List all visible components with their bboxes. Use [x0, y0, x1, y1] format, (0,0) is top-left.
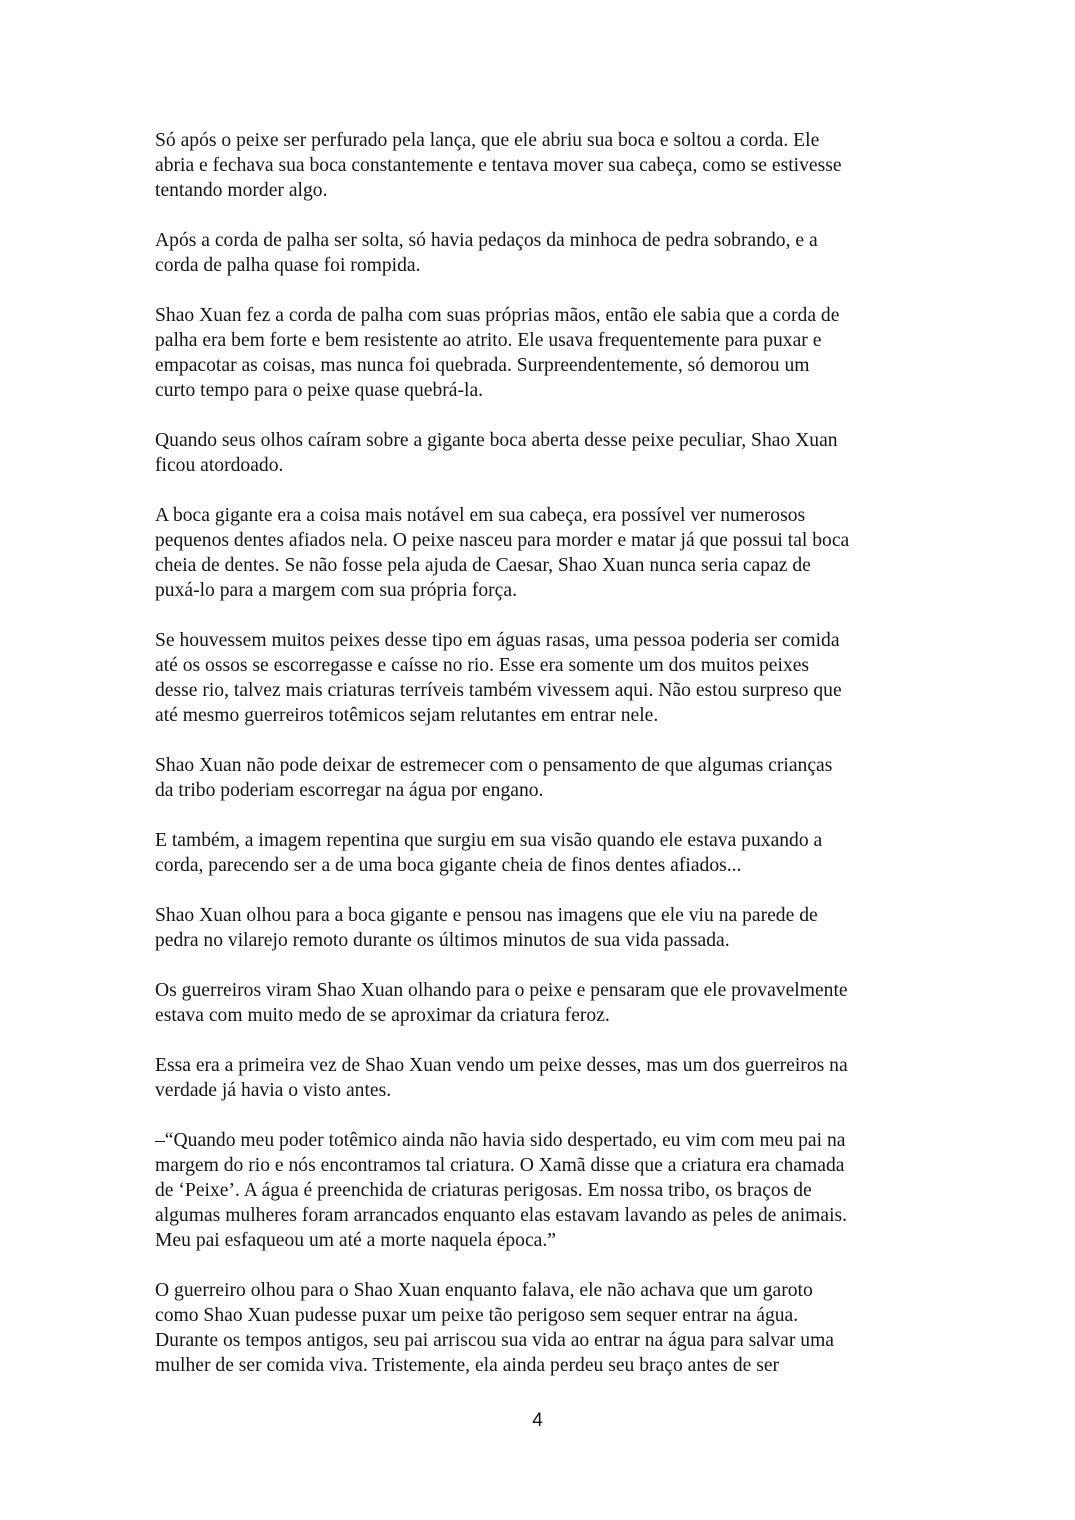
text-line: mulher de ser comida viva. Tristemente, ela ainda perdeu seu braço antes de ser [155, 1355, 780, 1376]
text-line: de ‘Peixe’. A água é preenchida de criaturas perigosas. Em nossa tribo, os braços de [155, 1180, 812, 1201]
text-line: palha era bem forte e bem resistente ao atrito. Ele usava frequentemente para puxar e [155, 330, 822, 351]
text-line: até os ossos se escorregasse e caísse no rio. Esse era somente um dos muitos peixes [155, 655, 810, 676]
text-line: até mesmo guerreiros totêmicos sejam relutantes em entrar nele. [155, 705, 659, 726]
paragraph [155, 428, 930, 478]
text-line: Shao Xuan não pode deixar de estremecer com o pensamento de que algumas crianças [155, 755, 833, 776]
body-text [155, 128, 930, 1403]
paragraph [155, 753, 930, 803]
text-line: ficou atordoado. [155, 455, 284, 476]
text-line: –“Quando meu poder totêmico ainda não havia sido despertado, eu vim com meu pai na [155, 1130, 846, 1151]
text-line: verdade já havia o visto antes. [155, 1080, 392, 1101]
paragraph [155, 1128, 930, 1253]
paragraph [155, 1278, 930, 1378]
text-line: como Shao Xuan pudesse puxar um peixe tão perigoso sem sequer entrar na água. [155, 1305, 799, 1326]
text-line: abria e fechava sua boca constantemente e tentava mover sua cabeça, como se estivesse [155, 155, 842, 176]
page-number: 4 [532, 1410, 543, 1431]
paragraph [155, 1053, 930, 1103]
text-line: corda de palha quase foi rompida. [155, 255, 421, 276]
text-line: Se houvessem muitos peixes desse tipo em águas rasas, uma pessoa poderia ser comida [155, 630, 840, 651]
text-line: Meu pai esfaqueou um até a morte naquela época.” [155, 1230, 556, 1251]
paragraph [155, 503, 930, 603]
paragraph [155, 303, 930, 403]
text-line: margem do rio e nós encontramos tal criatura. O Xamã disse que a criatura era chamada [155, 1155, 845, 1176]
text-line: estava com muito medo de se aproximar da criatura feroz. [155, 1005, 610, 1026]
text-line: puxá-lo para a margem com sua própria força. [155, 580, 517, 601]
text-line: corda, parecendo ser a de uma boca gigante cheia de finos dentes afiados... [155, 855, 742, 876]
text-line: Só após o peixe ser perfurado pela lança, que ele abriu sua boca e soltou a corda. Ele [155, 130, 820, 151]
text-line: Quando seus olhos caíram sobre a gigante boca aberta desse peixe peculiar, Shao Xuan [155, 430, 838, 451]
text-line: Essa era a primeira vez de Shao Xuan vendo um peixe desses, mas um dos guerreiros na [155, 1055, 848, 1076]
paragraph [155, 903, 930, 953]
paragraph [155, 828, 930, 878]
text-line: tentando morder algo. [155, 180, 328, 201]
paragraph [155, 228, 930, 278]
text-line: pedra no vilarejo remoto durante os últimos minutos de sua vida passada. [155, 930, 730, 951]
text-line: Os guerreiros viram Shao Xuan olhando para o peixe e pensaram que ele provavelmente [155, 980, 848, 1001]
text-line: Shao Xuan olhou para a boca gigante e pensou nas imagens que ele viu na parede de [155, 905, 818, 926]
text-line: Shao Xuan fez a corda de palha com suas próprias mãos, então ele sabia que a corda de [155, 305, 840, 326]
text-line: O guerreiro olhou para o Shao Xuan enquanto falava, ele não achava que um garoto [155, 1280, 813, 1301]
paragraph [155, 128, 930, 203]
text-line: desse rio, talvez mais criaturas terríveis também vivessem aqui. Não estou surpreso que [155, 680, 842, 701]
paragraph [155, 628, 930, 728]
text-line: pequenos dentes afiados nela. O peixe nasceu para morder e matar já que possui tal boca [155, 530, 850, 551]
text-line: Após a corda de palha ser solta, só havia pedaços da minhoca de pedra sobrando, e a [155, 230, 818, 251]
text-line: empacotar as coisas, mas nunca foi quebrada. Surpreendentemente, só demorou um [155, 355, 810, 376]
text-line: Durante os tempos antigos, seu pai arriscou sua vida ao entrar na água para salvar uma [155, 1330, 835, 1351]
text-line: algumas mulheres foram arrancados enquanto elas estavam lavando as peles de animais. [155, 1205, 848, 1226]
text-line: A boca gigante era a coisa mais notável em sua cabeça, era possível ver numerosos [155, 505, 806, 526]
paragraph [155, 978, 930, 1028]
text-line: da tribo poderiam escorregar na água por engano. [155, 780, 544, 801]
text-line: curto tempo para o peixe quase quebrá-la. [155, 380, 484, 401]
text-line: cheia de dentes. Se não fosse pela ajuda de Caesar, Shao Xuan nunca seria capaz de [155, 555, 811, 576]
text-line: E também, a imagem repentina que surgiu em sua visão quando ele estava puxando a [155, 830, 823, 851]
